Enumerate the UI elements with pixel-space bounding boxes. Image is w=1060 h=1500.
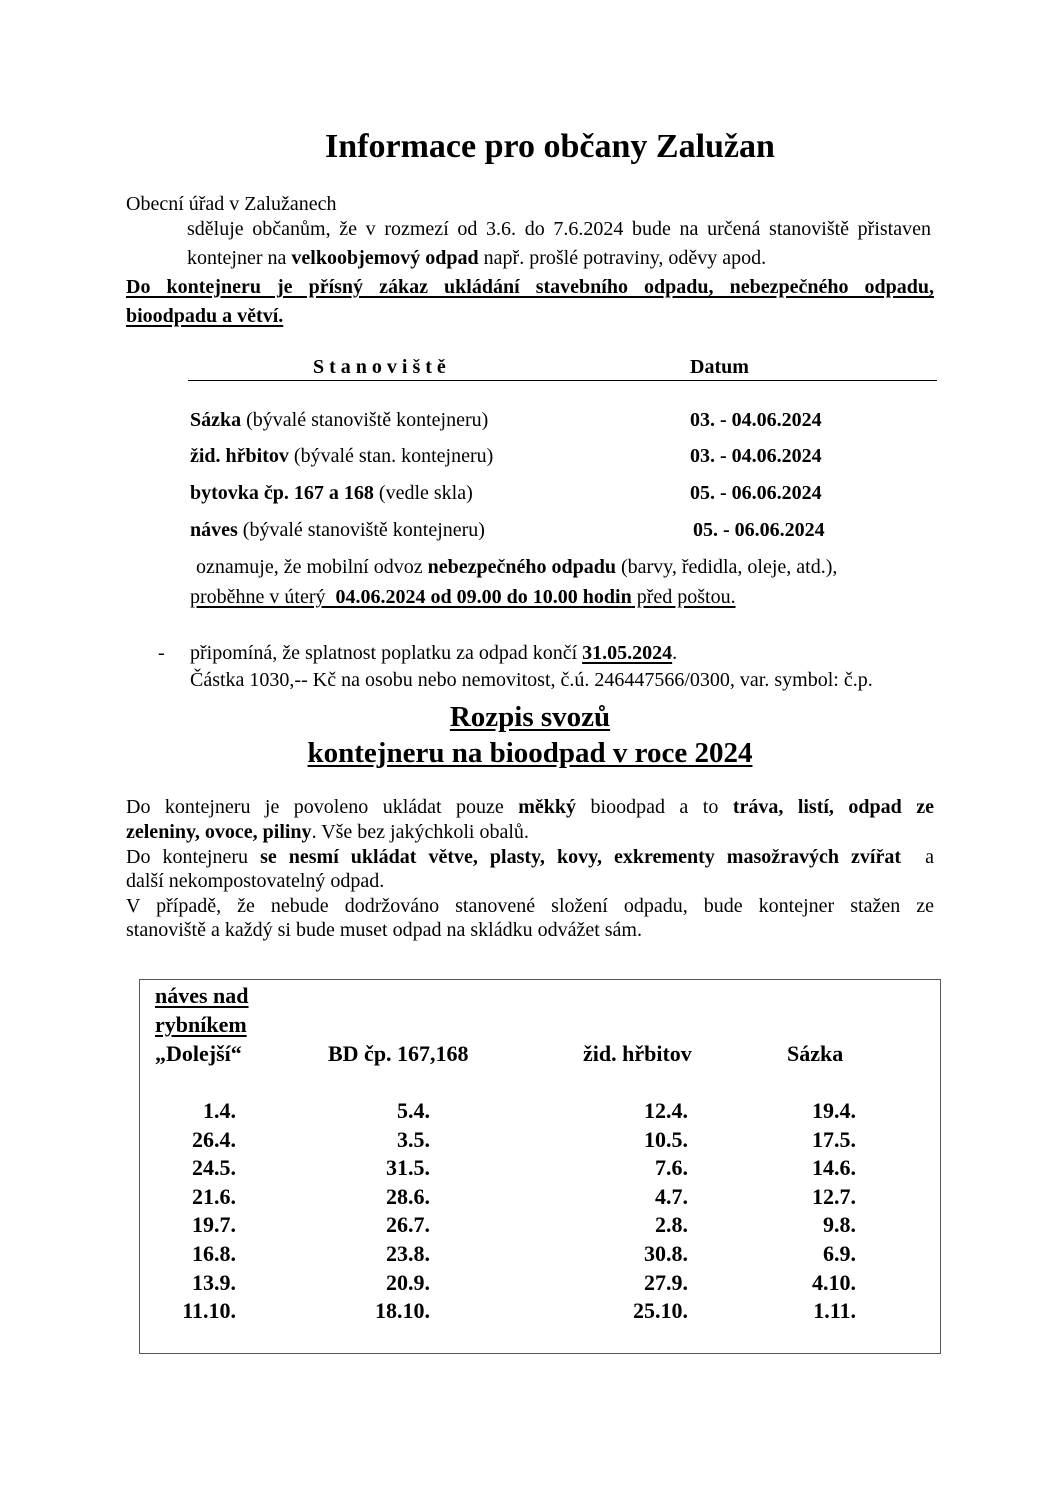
- col1-header-line1: náves nad: [155, 983, 249, 1008]
- date-cell: 16.8.: [192, 1240, 236, 1266]
- date-cell: 4.7.: [655, 1183, 688, 1209]
- bio-p3-line-2: stanoviště a každý si bude muset odpad na skládku odvážet sám.: [126, 919, 642, 941]
- date-cell: 13.9.: [192, 1269, 236, 1295]
- date-cell: 6.9.: [823, 1240, 856, 1266]
- header-divider: [188, 380, 937, 381]
- fee-line-1: připomíná, že splatnost poplatku za odpad končí 31.05.2024.: [190, 642, 678, 664]
- warning-line-2: bioodpadu a větví.: [126, 305, 284, 327]
- date-cell: 1.4.: [203, 1098, 236, 1123]
- hazardous-line-1: oznamuje, že mobilní odvoz nebezpečného odpadu (barvy, ředidla, oleje, atd.),: [196, 556, 838, 578]
- date-cell: 20.9.: [386, 1269, 430, 1295]
- date-cell: 19.7.: [192, 1212, 236, 1238]
- due-date: 31.05.2024: [582, 642, 673, 664]
- date-cell: 24.5.: [192, 1155, 236, 1181]
- date-cell: 28.6.: [386, 1183, 430, 1209]
- date-cell: 12.7.: [812, 1183, 856, 1209]
- bio-p3-line-1: V případě, že nebude dodržováno stanovené složení odpadu, bude kontejner stažen ze: [126, 895, 934, 917]
- page-title: Informace pro občany Zalužan: [325, 128, 775, 165]
- date-cell: 2.8.: [655, 1212, 688, 1238]
- bio-p2-line-2: další nekompostovatelný odpad.: [126, 870, 385, 892]
- station-row: Sázka (bývalé stanoviště kontejneru): [190, 409, 489, 431]
- col3-header: žid. hřbitov: [583, 1041, 692, 1066]
- hazardous-line-2: proběhne v úterý 04.06.2024 od 09.00 do 10.00 hodin před poštou.: [190, 586, 736, 608]
- station-row: náves (bývalé stanoviště kontejneru): [190, 519, 485, 541]
- date-cell: 9.8.: [823, 1212, 856, 1238]
- bulky-waste-term: velkoobjemový odpad: [291, 247, 479, 269]
- date-cell: 5.4.: [397, 1098, 430, 1123]
- col2-header: BD čp. 167,168: [328, 1041, 469, 1066]
- date-cell: 10.5.: [644, 1126, 688, 1152]
- station-row: žid. hřbitov (bývalé stan. kontejneru): [190, 445, 494, 467]
- date-cell: 17.5.: [812, 1126, 856, 1152]
- date-cell: 26.4.: [192, 1126, 236, 1152]
- col1-dates: [150, 1097, 236, 1326]
- bio-p1-line-1: Do kontejneru je povoleno ukládat pouze měkký bioodpad a to tráva, listí, odpad ze: [126, 796, 934, 818]
- office-name: Obecní úřad v Zalužanech: [126, 193, 337, 215]
- col3-dates: [600, 1097, 688, 1326]
- bio-p1-line-2: zeleniny, ovoce, piliny. Vše bez jakýchkoli obalů.: [126, 821, 529, 843]
- intro-line-2: kontejner na velkoobjemový odpad např. prošlé potraviny, oděvy apod.: [187, 247, 767, 269]
- date-cell: 1.11.: [813, 1298, 856, 1324]
- date-cell: 23.8.: [386, 1240, 430, 1266]
- date-header: Datum: [690, 356, 749, 378]
- date-cell: 12.4.: [644, 1098, 688, 1123]
- station-date: 03. - 04.06.2024: [690, 445, 822, 467]
- station-date: 05. - 06.06.2024: [693, 519, 825, 541]
- station-date: 03. - 04.06.2024: [690, 409, 822, 431]
- fee-line-2: Částka 1030,-- Kč na osobu nebo nemovitost, č.ú. 246447566/0300, var. symbol: č.p.: [190, 669, 873, 691]
- stations-header: S t a n o v i š t ě: [313, 356, 446, 378]
- date-cell: 25.10.: [633, 1298, 688, 1324]
- date-cell: 3.5.: [397, 1126, 430, 1152]
- date-cell: 27.9.: [644, 1269, 688, 1295]
- intro-line-1: sděluje občanům, že v rozmezí od 3.6. do 7.6.2024 bude na určená stanoviště přistaven: [187, 218, 931, 240]
- col4-dates: [780, 1097, 856, 1326]
- date-cell: 18.10.: [375, 1298, 430, 1324]
- date-cell: 30.8.: [644, 1240, 688, 1266]
- warning-line-1: Do kontejneru je přísný zákaz ukládání stavebního odpadu, nebezpečného odpadu,: [126, 276, 934, 298]
- date-cell: 7.6.: [655, 1155, 688, 1181]
- date-cell: 19.4.: [812, 1098, 856, 1123]
- date-cell: 14.6.: [812, 1155, 856, 1181]
- date-cell: 11.10.: [182, 1298, 236, 1324]
- bio-p2-line-1: Do kontejneru se nesmí ukládat větve, plasty, kovy, exkrementy masožravých zvířat a: [126, 846, 934, 868]
- col2-dates: [340, 1097, 430, 1326]
- date-cell: 31.5.: [386, 1155, 430, 1181]
- date-cell: 26.7.: [386, 1212, 430, 1238]
- col1-subheader: „Dolejší“: [155, 1041, 242, 1066]
- bio-heading-2: kontejneru na bioodpad v roce 2024: [307, 737, 753, 769]
- date-cell: 4.10.: [812, 1269, 856, 1295]
- station-date: 05. - 06.06.2024: [690, 482, 822, 504]
- date-cell: 21.6.: [192, 1183, 236, 1209]
- col1-header-line2: rybníkem: [155, 1012, 247, 1037]
- col4-header: Sázka: [787, 1041, 844, 1066]
- bio-heading-1: Rozpis svozů: [449, 701, 611, 733]
- station-row: bytovka čp. 167 a 168 (vedle skla): [190, 482, 473, 504]
- list-dash: -: [158, 642, 165, 664]
